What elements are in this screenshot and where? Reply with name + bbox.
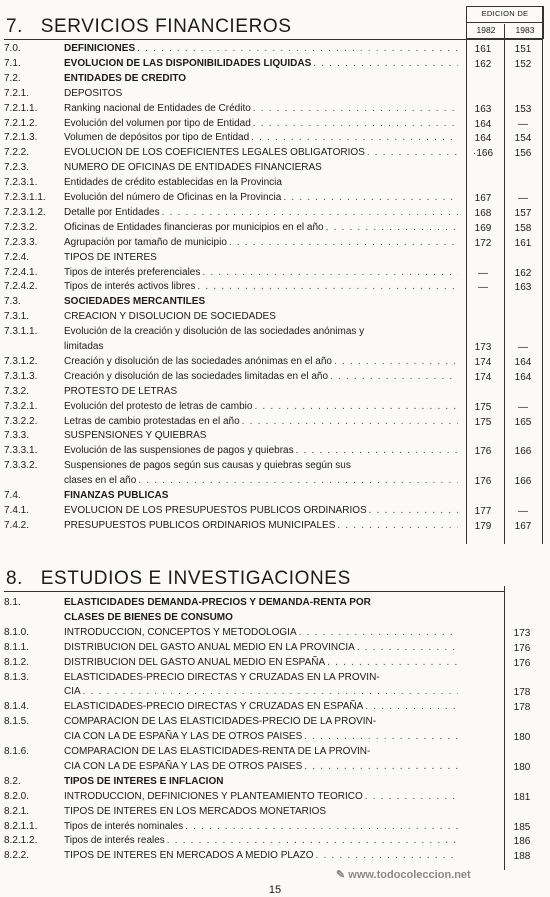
entry-text: INTRODUCCION, CONCEPTOS Y METODOLOGIA <box>64 626 297 638</box>
entry-text: Evolución de las suspensiones de pagos y quiebras <box>64 445 294 457</box>
section-number: 7.2.3.2. <box>4 221 38 233</box>
entry-text: Entidades de crédito establecidas en la Provincia <box>64 177 282 189</box>
section-number: 7.2.1. <box>4 87 30 99</box>
entry-text: CREACION Y DISOLUCION DE SOCIEDADES <box>64 311 276 323</box>
entry-title <box>64 221 458 234</box>
entry-text: EVOLUCION DE LOS COEFICIENTES LEGALES OBLIGATORIOS <box>64 147 365 159</box>
index-row <box>0 641 550 655</box>
dot-leader <box>337 519 458 532</box>
entry-title <box>64 849 458 862</box>
index-row <box>0 370 550 384</box>
index-row <box>0 760 550 774</box>
page-1983: 153 <box>514 103 532 115</box>
section-number: 8.1.1. <box>4 641 30 653</box>
entry-title <box>64 280 458 293</box>
page-1982: 168 <box>474 207 492 219</box>
entry-title <box>64 161 458 174</box>
year-1982: 1982 <box>476 25 496 35</box>
entry-text: INTRODUCCION, DEFINICIONES Y PLANTEAMIENTO TEORICO <box>64 790 363 802</box>
entry-title <box>64 370 458 383</box>
entry-title <box>64 805 458 818</box>
entry-text: Evolución del volumen por tipo de Entidad <box>64 117 251 129</box>
entry-title <box>64 656 458 669</box>
index-row <box>0 385 550 399</box>
section-number: 7.3.3.2. <box>4 460 38 472</box>
section8-title-text: ESTUDIOS E INVESTIGACIONES <box>40 568 351 589</box>
section-number: 7.2.1.1. <box>4 102 38 114</box>
section-number: 8.1.3. <box>4 671 30 683</box>
index-row <box>0 310 550 324</box>
dot-leader <box>326 221 458 234</box>
dot-leader <box>254 400 458 413</box>
entry-text: Evolución del número de Oficinas en la Provincia <box>64 192 282 203</box>
entry-text: ELASTICIDADES-PRECIO DIRECTAS Y CRUZADAS EN ESPAÑA <box>64 701 364 713</box>
index-row <box>0 236 550 250</box>
index-row <box>0 849 550 863</box>
entry-title <box>64 87 458 100</box>
entry-text: SUSPENSIONES Y QUIEBRAS <box>64 430 207 442</box>
section-number: 8.1. <box>4 597 21 608</box>
entry-title <box>64 745 458 758</box>
entry-text: DISTRIBUCION DEL GASTO ANUAL MEDIO EN ESPAÑA <box>64 656 326 668</box>
entry-title <box>64 355 458 368</box>
page-1982: — <box>478 267 488 279</box>
section8-title <box>6 568 351 590</box>
dot-leader <box>138 474 458 487</box>
dot-leader <box>229 236 458 249</box>
section-number: 7.3.1.1. <box>4 326 38 338</box>
section-number: 7.4.2. <box>4 519 30 531</box>
index-row <box>0 251 550 265</box>
entry-title <box>64 191 458 204</box>
entry-title <box>64 474 458 487</box>
entry-text: CLASES DE BIENES DE CONSUMO <box>64 611 233 623</box>
index-row <box>0 72 550 86</box>
index-row <box>0 656 550 670</box>
page-number-cell: 185 <box>513 821 531 833</box>
page-1982: 176 <box>474 446 492 458</box>
page-1982: 175 <box>474 416 492 428</box>
page-number-cell: 186 <box>513 836 531 848</box>
entry-title <box>64 385 458 398</box>
entry-text: ELASTICIDADES DEMANDA-PRECIOS Y DEMANDA-RENTA POR <box>64 597 371 608</box>
entry-text: Tipos de interés activos libres <box>64 281 196 293</box>
page-number-cell: 178 <box>513 687 531 699</box>
page-1982: 177 <box>474 505 492 517</box>
entry-title <box>64 340 458 353</box>
index-row <box>0 489 550 503</box>
entry-title <box>64 102 458 115</box>
entry-title <box>64 700 458 713</box>
index-row <box>0 221 550 235</box>
page-1982: 176 <box>474 476 492 488</box>
index-row <box>0 415 550 429</box>
index-row <box>0 131 550 145</box>
page-number-cell: 180 <box>513 761 531 773</box>
entry-text: DEPOSITOS <box>64 87 123 99</box>
dot-leader <box>197 280 458 293</box>
page-1982: 175 <box>474 401 492 413</box>
index-row <box>0 444 550 458</box>
section-number: 8.1.2. <box>4 656 30 668</box>
page-1982: 167 <box>474 193 492 204</box>
section-number: 8.2.1.1. <box>4 820 38 832</box>
entry-text: limitadas <box>64 341 104 352</box>
entry-title <box>64 715 458 728</box>
page-1983: 164 <box>514 356 532 368</box>
dot-leader <box>316 849 459 862</box>
page-1983: 162 <box>514 267 532 279</box>
dot-leader <box>369 504 458 517</box>
dot-leader <box>242 415 458 428</box>
page-1983: — <box>518 401 528 413</box>
entry-title <box>64 671 458 684</box>
page-number-cell: 181 <box>513 791 531 803</box>
entry-title <box>64 131 458 144</box>
entry-title <box>64 760 458 773</box>
entry-title <box>64 415 458 428</box>
entry-title <box>64 504 458 517</box>
entry-text: EVOLUCION DE LOS PRESUPUESTOS PUBLICOS ORDINARIOS <box>64 504 367 516</box>
index-row <box>0 805 550 819</box>
page-1982: 172 <box>474 237 492 249</box>
index-row <box>0 474 550 488</box>
section-number: 7.3. <box>4 296 21 308</box>
section-number: 7.2.3.1.1. <box>4 192 46 203</box>
entry-text: Letras de cambio protestadas en el año <box>64 415 240 427</box>
page-1982: 164 <box>474 133 492 145</box>
index-row <box>0 87 550 101</box>
section-number: 8.2.1. <box>4 805 30 817</box>
entry-text: Agrupación por tamaño de municipio <box>64 236 227 248</box>
section-number: 7.4.1. <box>4 504 30 516</box>
index-row <box>0 820 550 834</box>
entry-title <box>64 117 458 130</box>
section7-title-text: SERVICIOS FINANCIEROS <box>40 16 292 37</box>
edition-header <box>466 6 544 39</box>
dot-leader <box>334 355 458 368</box>
index-row <box>0 685 550 699</box>
section-number: 7.3.2.1. <box>4 400 38 412</box>
page-number: 15 <box>268 884 282 896</box>
index-row <box>0 429 550 443</box>
page-1982: 174 <box>474 371 492 383</box>
dot-leader <box>283 191 458 204</box>
index-row <box>0 626 550 640</box>
section-number: 8.2. <box>4 775 21 787</box>
entry-title <box>64 206 458 219</box>
page-1983: 161 <box>514 237 532 249</box>
entry-title <box>64 176 458 189</box>
dot-leader <box>83 685 458 698</box>
entry-text: NUMERO DE OFICINAS DE ENTIDADES FINANCIERAS <box>64 162 322 174</box>
entry-text: Detalle por Entidades <box>64 206 160 218</box>
entry-title <box>64 820 458 833</box>
dot-leader <box>365 700 458 713</box>
entry-title <box>64 834 458 847</box>
section-number: 7.2.3.1.2. <box>4 206 46 218</box>
index-row <box>0 504 550 518</box>
dot-leader <box>167 834 458 847</box>
section-number: 8.1.6. <box>4 746 30 757</box>
page-number-cell: 176 <box>513 642 531 654</box>
index-row <box>0 42 550 56</box>
index-row <box>0 400 550 414</box>
entry-text: Tipos de interés preferenciales <box>64 266 201 278</box>
index-row <box>0 295 550 309</box>
entry-title <box>64 251 458 264</box>
dot-leader <box>327 656 458 669</box>
entry-text: EVOLUCION DE LAS DISPONIBILIDADES LIQUIDAS <box>64 57 312 69</box>
page-1983: 157 <box>514 207 532 219</box>
index-row <box>0 700 550 714</box>
section-number: 7.2.1.2. <box>4 117 38 129</box>
entry-title <box>64 596 458 609</box>
dot-leader <box>313 57 458 70</box>
index-row <box>0 775 550 789</box>
page-1982: 163 <box>474 103 492 115</box>
entry-title <box>64 626 458 639</box>
dot-leader <box>330 370 458 383</box>
index-row <box>0 519 550 533</box>
dot-leader <box>253 117 458 130</box>
page-1983: 166 <box>514 446 532 458</box>
section-number: 7.2.3. <box>4 162 30 174</box>
dot-leader <box>299 626 458 639</box>
page-1983: 166 <box>514 476 532 488</box>
watermark-text: www.todocoleccion.net <box>348 869 471 881</box>
section-number: 7.3.2. <box>4 385 30 397</box>
entry-text: Oficinas de Entidades financieras por municipios en el año <box>64 221 324 233</box>
year-1983: 1983 <box>515 25 535 35</box>
dot-leader <box>162 206 458 219</box>
page-1982: ·166 <box>472 148 493 160</box>
section-number: 7.2.4.1. <box>4 266 38 278</box>
section-number: 7.2.4. <box>4 251 30 263</box>
section-number: 7.3.3.1. <box>4 445 38 457</box>
entry-title <box>64 519 458 532</box>
section-number: 7.2.2. <box>4 147 30 159</box>
entry-text: CIA <box>64 686 81 698</box>
entry-text: COMPARACION DE LAS ELASTICIDADES-PRECIO DE LA PROVIN- <box>64 716 377 728</box>
page-number-cell: 178 <box>513 702 531 714</box>
page-1982: 162 <box>474 58 492 70</box>
entry-title <box>64 295 458 308</box>
section-number: 8.2.1.2. <box>4 835 38 847</box>
entry-text: TIPOS DE INTERES E INFLACION <box>64 775 224 787</box>
section-number: 7.3.1. <box>4 311 30 323</box>
section-number: 8.1.0. <box>4 626 30 638</box>
index-row <box>0 191 550 205</box>
page-1983: — <box>518 342 528 353</box>
index-row <box>0 790 550 804</box>
entry-title <box>64 42 458 55</box>
page-1983: 163 <box>514 282 532 294</box>
page-1983: — <box>518 193 528 204</box>
section-number: 7.0. <box>4 43 21 54</box>
index-row <box>0 730 550 744</box>
entry-title <box>64 57 458 70</box>
entry-text: Evolución de la creación y disolución de las sociedades anónimas y <box>64 326 365 338</box>
entry-title <box>64 325 458 338</box>
dot-leader <box>137 42 458 55</box>
entry-text: DEFINICIONES <box>64 43 136 54</box>
entry-title <box>64 310 458 323</box>
page-number-cell: 176 <box>513 657 531 669</box>
entry-text: clases en el año <box>64 475 137 487</box>
entry-text: DISTRIBUCION DEL GASTO ANUAL MEDIO EN LA PROVINCIA <box>64 641 355 653</box>
index-row <box>0 715 550 729</box>
index-row <box>0 611 550 625</box>
section-number: 8.2.2. <box>4 850 30 862</box>
section-number: 7.1. <box>4 57 21 69</box>
entry-text: Evolución del protesto de letras de cambio <box>64 400 253 412</box>
dot-leader <box>185 820 458 833</box>
entry-title <box>64 400 458 413</box>
entry-text: PRESUPUESTOS PUBLICOS ORDINARIOS MUNICIPALES <box>64 519 336 531</box>
entry-title <box>64 236 458 249</box>
entry-title <box>64 775 458 788</box>
entry-text: PROTESTO DE LETRAS <box>64 385 178 397</box>
page-1982: 179 <box>474 520 492 532</box>
page-number-cell: 188 <box>513 851 531 863</box>
section-number: 7.2.4.2. <box>4 281 38 293</box>
entry-text: Tipos de interés nominales <box>64 820 184 832</box>
entry-title <box>64 72 458 85</box>
index-row <box>0 340 550 354</box>
section7-title-rule <box>4 39 542 40</box>
dot-leader <box>251 131 458 144</box>
index-row <box>0 161 550 175</box>
page-1982: — <box>478 282 488 294</box>
index-row <box>0 745 550 759</box>
section-number: 7.2.1.3. <box>4 132 38 144</box>
section-number: 7.3.1.3. <box>4 370 38 382</box>
dot-leader <box>253 102 458 115</box>
section-number: 7.3.1.2. <box>4 355 38 367</box>
index-row <box>0 671 550 685</box>
page-1983: — <box>518 118 528 130</box>
section-number: 7.4. <box>4 490 21 501</box>
index-row <box>0 176 550 190</box>
watermark: ✎ www.todocoleccion.net <box>336 869 471 881</box>
page-number-cell: 180 <box>513 732 531 744</box>
page-number-cell: 173 <box>513 627 531 639</box>
entry-text: ELASTICIDADES-PRECIO DIRECTAS Y CRUZADAS EN LA PROVIN- <box>64 671 380 683</box>
dot-leader <box>304 730 458 743</box>
index-row <box>0 596 550 610</box>
page-1983: 151 <box>514 44 532 55</box>
index-row <box>0 57 550 71</box>
entry-title <box>64 685 458 698</box>
page-1983: 156 <box>514 148 532 160</box>
page-1983: 152 <box>514 58 532 70</box>
section7-number: 7. <box>6 16 24 37</box>
dot-leader <box>296 444 458 457</box>
entry-text: CIA CON LA DE ESPAÑA Y LAS DE OTROS PAISES <box>64 760 303 772</box>
dot-leader <box>202 266 458 279</box>
entry-title <box>64 266 458 279</box>
index-row <box>0 117 550 131</box>
entry-text: ENTIDADES DE CREDITO <box>64 72 187 84</box>
page-1983: 167 <box>514 520 532 532</box>
edition-label: EDICION DE <box>481 9 529 18</box>
entry-text: Tipos de interés reales <box>64 835 165 847</box>
entry-title <box>64 489 458 502</box>
section-number: 7.3.2.2. <box>4 415 38 427</box>
entry-text: Ranking nacional de Entidades de Crédito <box>64 102 251 114</box>
entry-text: Creación y disolución de las sociedades anónimas en el año <box>64 355 332 367</box>
page-1982: 174 <box>474 356 492 368</box>
section-number: 8.1.5. <box>4 716 30 728</box>
dot-leader <box>304 760 458 773</box>
entry-text: COMPARACION DE LAS ELASTICIDADES-RENTA DE LA PROVIN- <box>64 746 371 757</box>
entry-title <box>64 444 458 457</box>
entry-text: TIPOS DE INTERES <box>64 251 157 263</box>
index-row <box>0 325 550 339</box>
page-1983: 154 <box>514 133 532 145</box>
entry-title <box>64 790 458 803</box>
index-row <box>0 146 550 160</box>
entry-text: TIPOS DE INTERES EN MERCADOS A MEDIO PLAZO <box>64 850 314 862</box>
entry-title <box>64 611 458 624</box>
index-row <box>0 280 550 294</box>
index-row <box>0 266 550 280</box>
page-1982: 169 <box>474 222 492 234</box>
page-1983: 165 <box>514 416 532 428</box>
section-number: 8.2.0. <box>4 790 30 802</box>
section8-number: 8. <box>6 568 24 589</box>
entry-title <box>64 146 458 159</box>
entry-text: Creación y disolución de las sociedades limitadas en el año <box>64 370 329 382</box>
index-row <box>0 102 550 116</box>
entry-text: CIA CON LA DE ESPAÑA Y LAS DE OTROS PAISES <box>64 731 303 743</box>
entry-text: Suspensiones de pagos según sus causas y quiebras según sus <box>64 460 351 472</box>
section-number: 7.3.3. <box>4 430 30 442</box>
section8-title-rule <box>4 591 504 592</box>
entry-text: FINANZAS PUBLICAS <box>64 490 169 501</box>
entry-text: SOCIEDADES MERCANTILES <box>64 296 206 308</box>
section7-title <box>6 16 292 38</box>
index-row <box>0 355 550 369</box>
page-1983: — <box>518 505 528 517</box>
dot-leader <box>367 146 458 159</box>
section-number: 7.2.3.3. <box>4 236 38 248</box>
page-1983: 164 <box>514 371 532 383</box>
page-1983: 158 <box>514 222 532 234</box>
section-number: 8.1.4. <box>4 701 30 713</box>
index-row <box>0 206 550 220</box>
entry-text: Volumen de depósitos por tipo de Entidad <box>64 132 250 144</box>
entry-title <box>64 730 458 743</box>
page-1982: 173 <box>474 342 492 353</box>
section-number: 7.2.3.1. <box>4 177 38 189</box>
dot-leader <box>365 790 458 803</box>
entry-title <box>64 459 458 472</box>
index-row <box>0 459 550 473</box>
dot-leader <box>357 641 458 654</box>
entry-title <box>64 641 458 654</box>
index-row <box>0 834 550 848</box>
entry-text: TIPOS DE INTERES EN LOS MERCADOS MONETARIOS <box>64 805 327 817</box>
page-1982: 164 <box>474 118 492 130</box>
page-1982: 161 <box>474 44 492 55</box>
section-number: 7.2. <box>4 72 21 84</box>
entry-title <box>64 429 458 442</box>
